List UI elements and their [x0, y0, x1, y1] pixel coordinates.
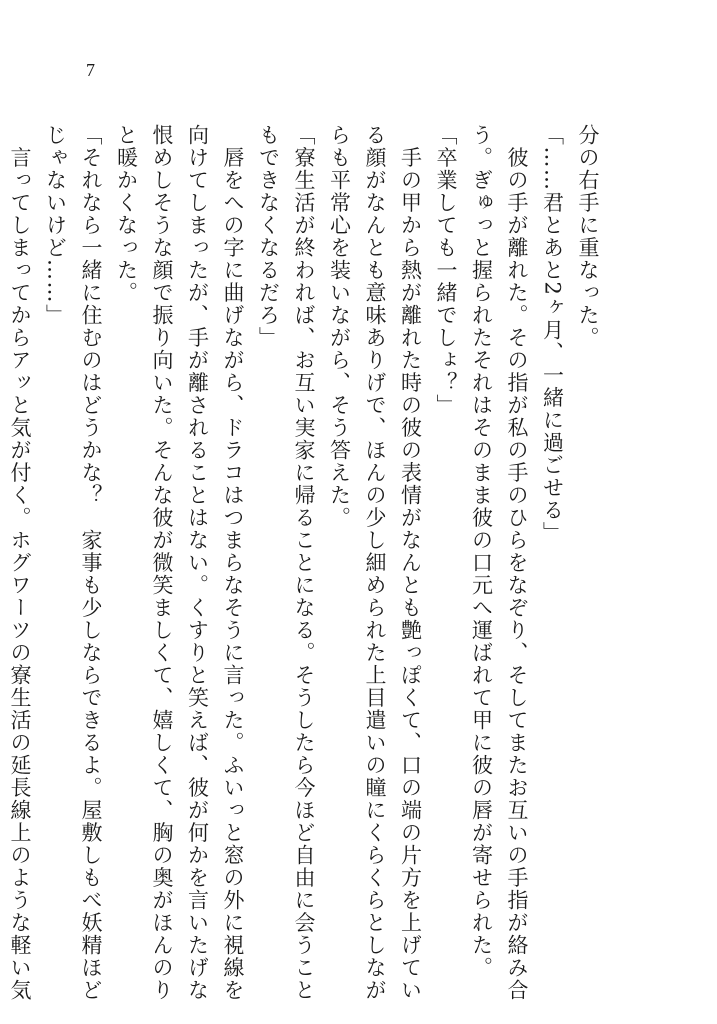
text-line: 彼の手が離れた。その指が私の手のひらをなぞり、そしてまたお互いの手指が絡み合: [505, 124, 529, 1002]
page-number: 7: [86, 60, 95, 80]
text-line: 「それなら一緒に住むのはどうかな？ 家事も少しならできるよ。屋敷しもべ妖精ほど: [79, 124, 103, 1002]
text-line: 手の甲から熱が離れた時の彼の表情がなんとも艶っぽくて、口の端の片方を上げてい: [398, 124, 423, 1002]
text-line: う。ぎゅっと握られたそれはそのまま彼の口元へ運ばれて甲に彼の唇が寄せられた。: [469, 124, 494, 979]
text-line: じゃないけど……」: [43, 124, 68, 327]
text-line: 「寮生活が終われば、お互い実家に帰ることになる。そうしたら今ほど自由に会うこと: [292, 124, 316, 1002]
text-line: 唇をへの字に曲げながら、ドラコはつまらなそうに言った。ふいっと窓の外に視線を: [221, 124, 245, 1002]
text-line: 「卒業しても一緒でしょ？」: [434, 124, 458, 417]
text-line: 言ってしまってからアッと気が付く。ホグワーツの寮生活の延長線上のような軽い気: [8, 124, 32, 1002]
text-line: 「……君とあと2ヶ月、一緒に過ごせる」: [540, 124, 565, 544]
text-line: らも平常心を装いながら、そう答えた。: [327, 124, 352, 529]
text-line: 恨めしそうな顔で振り向いた。そんな彼が微笑ましくて、嬉しくて、胸の奥がほんのり: [150, 124, 174, 1002]
text-line: 向けてしまったが、手が離されることはない。くすりと笑えば、彼が何かを言いたげな: [185, 124, 210, 1002]
text-line: 分の右手に重なった。: [576, 124, 600, 349]
text-line: もできなくなるだろ」: [256, 124, 281, 349]
text-line: る顔がなんとも意味ありげで、ほんの少し細められた上目遣いの瞳にくらくらとしなが: [363, 124, 387, 1002]
text-line: と暖かくなった。: [114, 124, 139, 304]
body-text: [2, 124, 606, 1002]
